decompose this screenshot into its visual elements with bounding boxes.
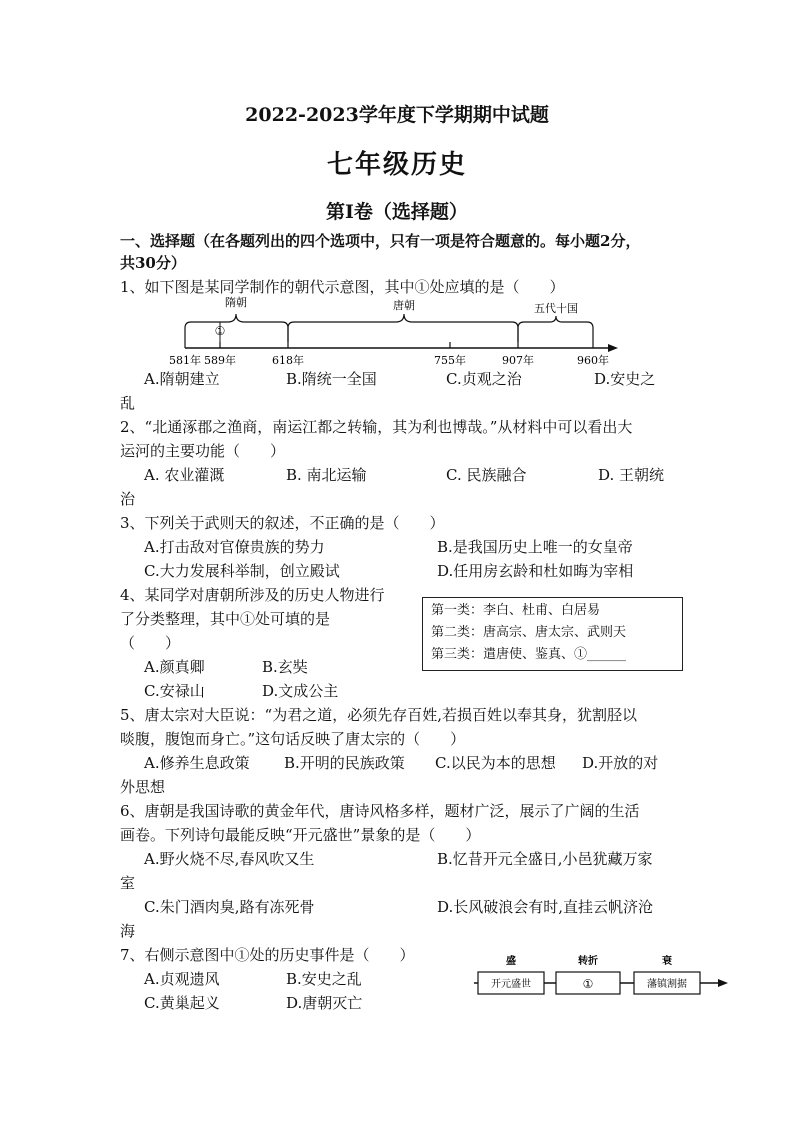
q4-stem-line3: （ ） <box>120 634 181 652</box>
tick-label: 589年 <box>204 354 236 367</box>
q4-option-c: C.安禄山 <box>144 682 205 700</box>
q1-timeline <box>160 290 640 372</box>
sui-label: 隋朝 <box>225 296 247 309</box>
q4-option-b: B.玄奘 <box>262 658 308 676</box>
sui-brace <box>185 314 288 342</box>
q3-option-d: D.任用房玄龄和杜如晦为宰相 <box>437 562 634 580</box>
tick-label: 581年 <box>169 354 201 367</box>
q5-stem-line1: 5、唐太宗对大臣说：“为君之道，必须先存百姓,若损百姓以奉其身，犹割胫以 <box>120 706 637 724</box>
flow-arrowhead <box>718 979 728 987</box>
flow-label-3: 衰 <box>662 956 672 967</box>
q5-option-d-cont: 外思想 <box>120 778 166 796</box>
q6-option-a: A.野火烧不尽,春风吹又生 <box>144 850 315 868</box>
wudai-brace <box>518 316 593 342</box>
q5-option-c: C.以民为本的思想 <box>435 754 556 772</box>
q4-option-a: A.颜真卿 <box>144 658 205 676</box>
timeline-marker: ① <box>214 324 226 338</box>
q4-category-2: 第二类：唐高宗、唐太宗、武则天 <box>431 625 627 640</box>
flow-box-3-label: 藩镇割据 <box>647 979 687 990</box>
q4-category-3: 第三类：遣唐使、鉴真、①______ <box>431 647 627 662</box>
q7-option-c: C.黄巢起义 <box>144 994 220 1012</box>
q1-option-a: A.隋朝建立 <box>144 370 220 388</box>
tick-label: 755年 <box>434 354 466 367</box>
q4-stem-line1: 4、某同学对唐朝所涉及的历史人物进行 <box>120 586 385 604</box>
q2-stem-line1: 2、“北通涿郡之渔商，南运江都之转输，其为利也博哉。”从材料中可以看出大 <box>120 418 633 436</box>
q5-option-a: A.修养生息政策 <box>144 754 250 772</box>
subject-title: 七年级历史 <box>326 150 467 180</box>
flow-box-1-label: 开元盛世 <box>491 979 531 990</box>
q6-option-d-cont: 海 <box>120 922 136 940</box>
q1-option-b: B.隋统一全国 <box>286 370 377 388</box>
q6-option-d: D.长风破浪会有时,直挂云帆济沧 <box>437 898 654 916</box>
q2-option-d: D. 王朝统 <box>598 466 665 484</box>
q4-category-box <box>422 597 683 671</box>
q7-option-d: D.唐朝灭亡 <box>286 994 363 1012</box>
q5-option-b: B.开明的民族政策 <box>284 754 405 772</box>
q1-stem: 1、如下图是某同学制作的朝代示意图，其中①处应填的是（ ） <box>120 278 565 296</box>
volume-title: 第Ⅰ卷（选择题） <box>326 201 468 223</box>
q4-option-d: D.文成公主 <box>262 682 339 700</box>
q2-option-a: A. 农业灌溉 <box>144 466 225 484</box>
q7-option-a: A.贞观遗风 <box>144 970 220 988</box>
q1-option-d-cont: 乱 <box>120 394 136 412</box>
tick-label: 907年 <box>502 354 534 367</box>
q2-stem-line2: 运河的主要功能（ ） <box>120 442 286 460</box>
q7-stem: 7、右侧示意图中①处的历史事件是（ ） <box>120 946 415 964</box>
q4-stem-line2: 了分类整理，其中①处可填的是 <box>120 610 331 628</box>
q4-category-1: 第一类：李白、杜甫、白居易 <box>431 603 601 618</box>
exam-title: 2022-2023学年度下学期期中试题 <box>245 104 549 126</box>
timeline-arrow <box>608 344 618 352</box>
q6-option-b-cont: 室 <box>120 874 136 892</box>
q6-option-b: B.忆昔开元全盛日,小邑犹藏万家 <box>437 850 653 868</box>
q2-option-c: C. 民族融合 <box>446 466 527 484</box>
section-heading-line2: 共30分） <box>120 254 186 272</box>
flow-box-2-label: ① <box>582 977 594 991</box>
flow-label-2: 转折 <box>578 956 598 967</box>
q1-option-c: C.贞观之治 <box>446 370 522 388</box>
q2-option-b: B. 南北运输 <box>286 466 367 484</box>
q6-stem-line2: 画卷。下列诗句最能反映“开元盛世”景象的是（ ） <box>120 826 481 844</box>
q3-option-b: B.是我国历史上唯一的女皇帝 <box>437 538 633 556</box>
q6-stem-line1: 6、唐朝是我国诗歌的黄金年代，唐诗风格多样，题材广泛，展示了广阔的生活 <box>120 802 640 820</box>
q2-option-d-cont: 治 <box>120 490 136 508</box>
q3-option-c: C.大力发展科举制，创立殿试 <box>144 562 340 580</box>
q5-option-d: D.开放的对 <box>582 754 659 772</box>
q7-option-b: B.安史之乱 <box>286 970 362 988</box>
tang-label: 唐朝 <box>393 299 415 312</box>
section-heading-line1: 一、选择题（在各题列出的四个选项中，只有一项是符合题意的。每小题2分， <box>120 232 641 250</box>
q1-option-d: D.安史之 <box>594 370 656 388</box>
tang-brace <box>288 314 518 342</box>
flow-label-1: 盛 <box>506 956 516 967</box>
tick-label: 960年 <box>577 354 609 367</box>
wudai-label: 五代十国 <box>534 302 578 315</box>
tick-label: 618年 <box>272 354 304 367</box>
q3-stem: 3、下列关于武则天的叙述，不正确的是（ ） <box>120 514 445 532</box>
q5-stem-line2: 啖腹，腹饱而身亡。”这句话反映了唐太宗的（ ） <box>120 730 466 748</box>
q7-flow-diagram <box>468 950 738 1000</box>
q6-option-c: C.朱门酒肉臭,路有冻死骨 <box>144 898 315 916</box>
q3-option-a: A.打击敌对官僚贵族的势力 <box>144 538 325 556</box>
